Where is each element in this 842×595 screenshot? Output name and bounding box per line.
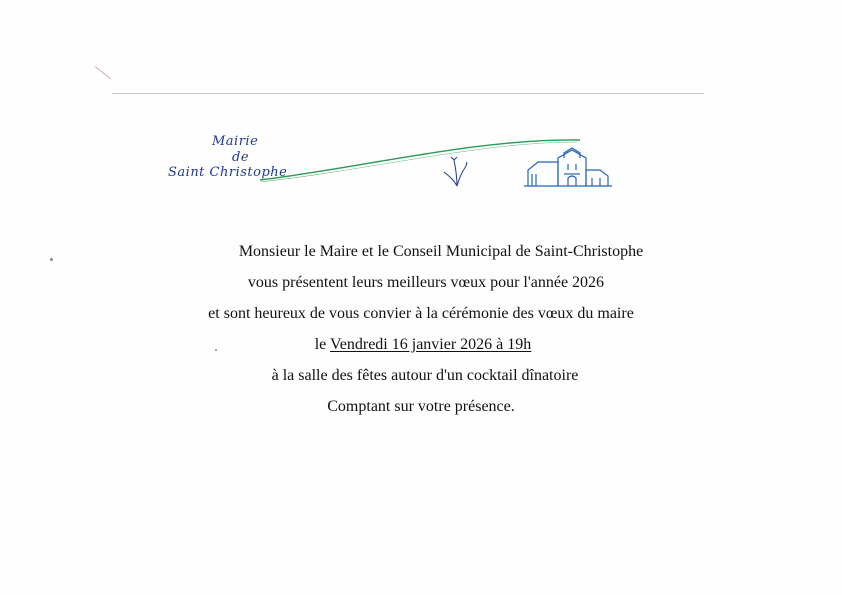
green-swoosh bbox=[260, 140, 580, 180]
invitation-line-invite: et sont heureux de vous convier à la cérémonie des vœux du maire bbox=[208, 305, 634, 322]
invitation-line-venue: à la salle des fêtes autour d'un cocktail dînatoire bbox=[271, 367, 579, 384]
logo-title-town: Saint Christophe bbox=[168, 165, 288, 180]
mairie-logo bbox=[160, 128, 630, 198]
invitation-text bbox=[0, 236, 842, 422]
date-prefix: le bbox=[314, 336, 330, 353]
invitation-line-closing: Comptant sur votre présence. bbox=[327, 398, 515, 415]
logo-title-mairie: Mairie bbox=[212, 134, 259, 149]
invitation-line-hosts: Monsieur le Maire et le Conseil Municipal de Saint-Christophe bbox=[238, 243, 644, 260]
wheat-sprig-icon bbox=[444, 157, 467, 186]
scan-edge-line bbox=[112, 93, 704, 94]
logo-title-de: de bbox=[232, 150, 250, 165]
church-icon bbox=[524, 148, 612, 186]
event-date: Vendredi 16 janvier 2026 à 19h bbox=[329, 336, 532, 353]
green-swoosh-shadow bbox=[260, 142, 578, 182]
invitation-line-wishes: vous présentent leurs meilleurs vœux pour l'année 2026 bbox=[247, 274, 605, 291]
scan-mark bbox=[95, 66, 111, 79]
invitation-line-date bbox=[0, 329, 842, 360]
